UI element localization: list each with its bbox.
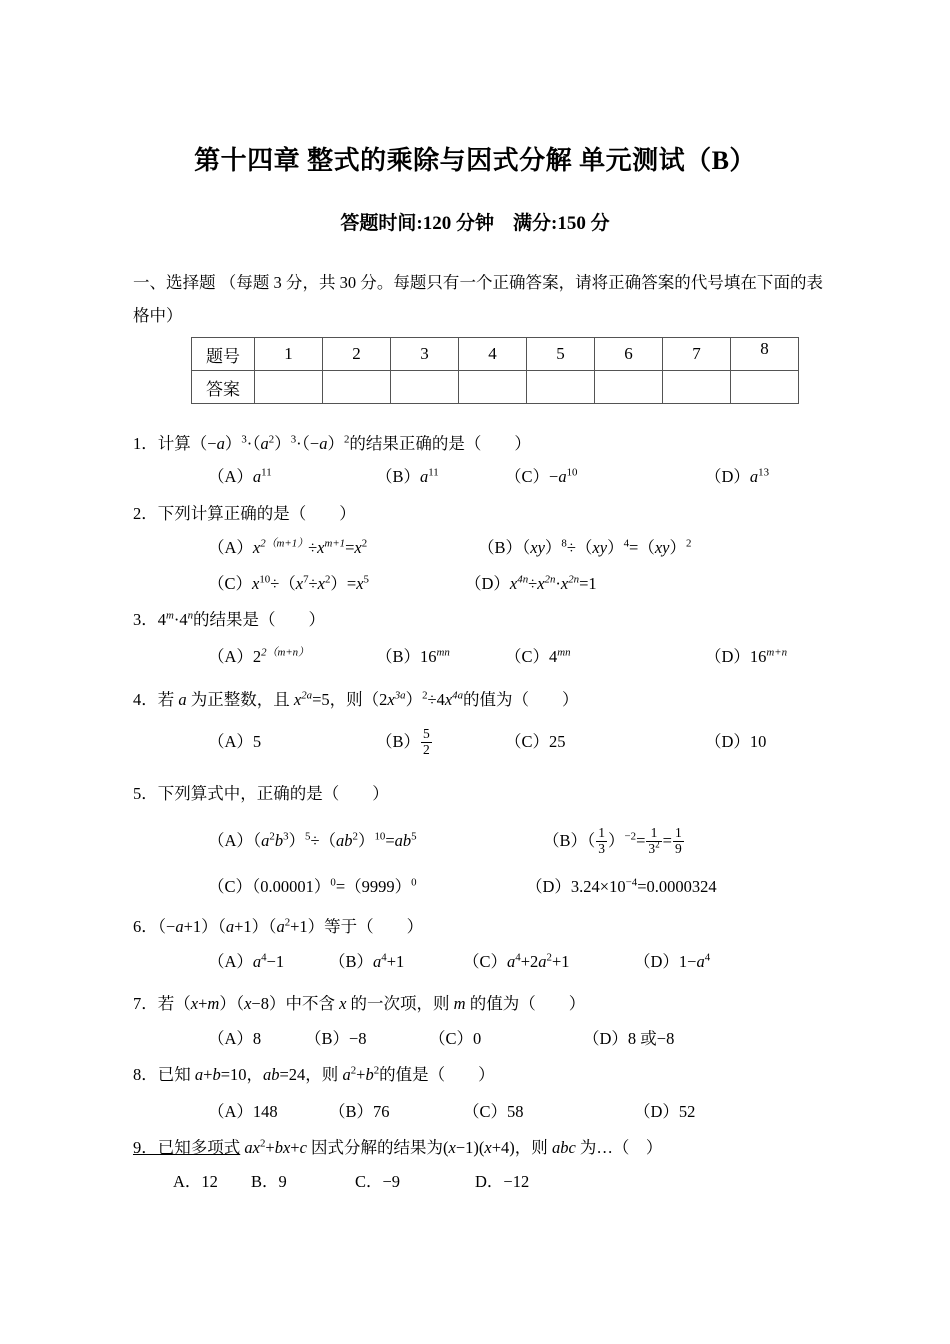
question-4-option-c[interactable]: （C）25 — [505, 732, 566, 751]
question-4-option-d[interactable]: （D）10 — [705, 732, 767, 751]
question-8-option-b[interactable]: （B）76 — [329, 1102, 390, 1121]
question-number-cell-2: 2 — [323, 338, 391, 371]
question-7-option-b[interactable]: （B）−8 — [305, 1029, 367, 1048]
question-3-option-b[interactable]: $(B)16^{mn}$ — [376, 646, 450, 666]
table-row — [192, 338, 799, 371]
fraction-five-halves: $\frac{5}{2}$ — [423, 726, 430, 757]
row-label-question-number: 题号 — [192, 338, 255, 371]
question-2-option-d[interactable]: $(D)x^{4n}\div x^{2n}\cdot x^{2n}=1$ — [465, 573, 597, 593]
question-7-option-a[interactable]: （A）8 — [208, 1029, 262, 1048]
question-4-option-a[interactable]: （A）5 — [208, 732, 262, 751]
question-3-option-c[interactable]: $(C)4^{mn}$ — [505, 646, 571, 666]
answer-cell-4[interactable] — [459, 371, 527, 404]
question-5-option-b[interactable]: （B）（ $\frac{1}{3}$ ）$^{-2}$= $\frac{1}{3^2}$ = $\frac{1}{9}$ — [543, 825, 682, 856]
question-8-option-d[interactable]: （D）52 — [634, 1102, 696, 1121]
question-7-option-d[interactable]: （D）8 或−8 — [583, 1029, 675, 1048]
question-5-option-c[interactable]: $(C)(0.00001)^0=(9999)^0$ — [208, 876, 417, 896]
question-2-option-c[interactable]: $(C)x^{10}\div(x^7\div x^2)=x^5$ — [208, 573, 369, 593]
question-1-option-b[interactable]: $(B)a^{11}$ — [376, 466, 439, 486]
section-instruction: 一、选择题 （每题 3 分，共 30 分。每题只有一个正确答案，请将正确答案的代号填在下面的表格中） — [133, 273, 823, 325]
question-8-option-a[interactable]: （A）148 — [208, 1102, 278, 1121]
question-5-stem: 5．下列算式中，正确的是（ ） — [133, 784, 389, 803]
question-2-option-b[interactable]: （B）（xy）$^8$÷（xy）$^4$=（xy）$^2$ — [478, 537, 692, 557]
question-4-option-b[interactable]: （B） $\frac{5}{2}$ — [376, 726, 430, 757]
question-9-option-a[interactable]: A．12 — [173, 1172, 218, 1191]
question-number-cell-7: 7 — [663, 338, 731, 371]
question-number-cell-8 — [731, 338, 799, 371]
question-3-option-d[interactable]: $(D)16^{m+n}$ — [705, 646, 788, 666]
question-9-underlined-prefix: 9．已知多项式 — [133, 1138, 241, 1157]
question-9-option-c[interactable]: C．−9 — [355, 1172, 401, 1191]
question-6-option-a[interactable]: $(A)a^4-1$ — [208, 951, 285, 971]
question-number-cell-4: 4 — [459, 338, 527, 371]
question-6-option-b[interactable]: $(B)a^4+1$ — [329, 951, 405, 971]
question-6-option-d[interactable]: $(D)1-a^4$ — [634, 951, 711, 971]
page-title: 第十四章 整式的乘除与因式分解 单元测试（B） — [194, 146, 756, 175]
question-2-option-a[interactable]: $(A)x^{2(m+1)}\div x^{m+1}=x^2$ — [208, 537, 368, 557]
question-1-option-a[interactable]: $(A)a^{11}$ — [208, 466, 272, 486]
answer-cell-3[interactable] — [391, 371, 459, 404]
question-8-option-c[interactable]: （C）58 — [463, 1102, 524, 1121]
answer-cell-5[interactable] — [527, 371, 595, 404]
fraction-one-third: $\frac{1}{3}$ — [598, 825, 606, 856]
question-7-stem: 7．若（x+m）（x−8）中不含 x 的一次项，则 m 的值为（ ） — [133, 994, 586, 1013]
answer-cell-2[interactable] — [323, 371, 391, 404]
question-1-option-c[interactable]: $(C)-a^{10}$ — [505, 466, 578, 486]
question-1-option-d[interactable]: $(D)a^{13}$ — [705, 466, 770, 486]
question-9-stem: 9．已知多项式 $ax^2+bx+c$ 因式分解的结果为(x−1)(x+4)，则 abc 为…（ ） — [133, 1137, 663, 1157]
answer-cell-8[interactable] — [731, 371, 799, 404]
question-3-stem: 3．$4^m\cdot 4^n$的结果是（ ） — [133, 609, 326, 629]
fraction-one-ninth: $\frac{1}{9}$ — [674, 825, 682, 856]
fraction-one-over-three-squared: $\frac{1}{3^2}$ — [648, 825, 660, 856]
question-8-stem: 8．已知 a+b=10，ab=24，则 $a^2+b^2$的值是（ ） — [133, 1064, 495, 1084]
question-5-option-a[interactable]: $(A)(a^2b^3)^5\div(ab^2)^{10}=ab^5$ — [208, 830, 417, 850]
question-9-option-d[interactable]: D．−12 — [475, 1172, 530, 1191]
question-2-stem: 2．下列计算正确的是（ ） — [133, 504, 356, 523]
exam-subtitle: 答题时间:120 分钟 满分:150 分 — [340, 213, 610, 234]
question-5-option-d[interactable]: $(D)3.24\times 10^{-4}=0.0000324$ — [526, 876, 717, 896]
question-number-cell-5: 5 — [527, 338, 595, 371]
question-3-option-a[interactable]: $(A)2^{2(m+n)}$ — [208, 646, 309, 666]
question-number-cell-6: 6 — [595, 338, 663, 371]
question-4-stem: 4．若 a 为正整数，且 $x^{2a}=5$，则$(2x^{3a})^2\div 4x^{4a}$的值为（ ） — [133, 689, 579, 709]
question-1-stem: 1．计算$(-a)^3\cdot(a^2)^3\cdot(-a)^2$的结果正确的是（ ） — [133, 433, 531, 453]
row-label-answer: 答案 — [192, 371, 255, 404]
answer-cell-6[interactable] — [595, 371, 663, 404]
question-7-option-c[interactable]: （C）0 — [429, 1029, 482, 1048]
question-6-stem: 6．$(-a+1)(a+1)(a^2+1)$等于（ ） — [133, 916, 424, 936]
answer-cell-7[interactable] — [663, 371, 731, 404]
question-9-option-b[interactable]: B．9 — [251, 1172, 287, 1191]
answer-table — [191, 337, 799, 404]
answer-cell-1[interactable] — [255, 371, 323, 404]
question-6-option-c[interactable]: $(C)a^4+2a^2+1$ — [463, 951, 570, 971]
question-number-cell-8-text: 8 — [760, 339, 769, 358]
table-row — [192, 371, 799, 404]
question-number-cell-1: 1 — [255, 338, 323, 371]
answer-grid — [191, 337, 799, 404]
question-number-cell-3: 3 — [391, 338, 459, 371]
